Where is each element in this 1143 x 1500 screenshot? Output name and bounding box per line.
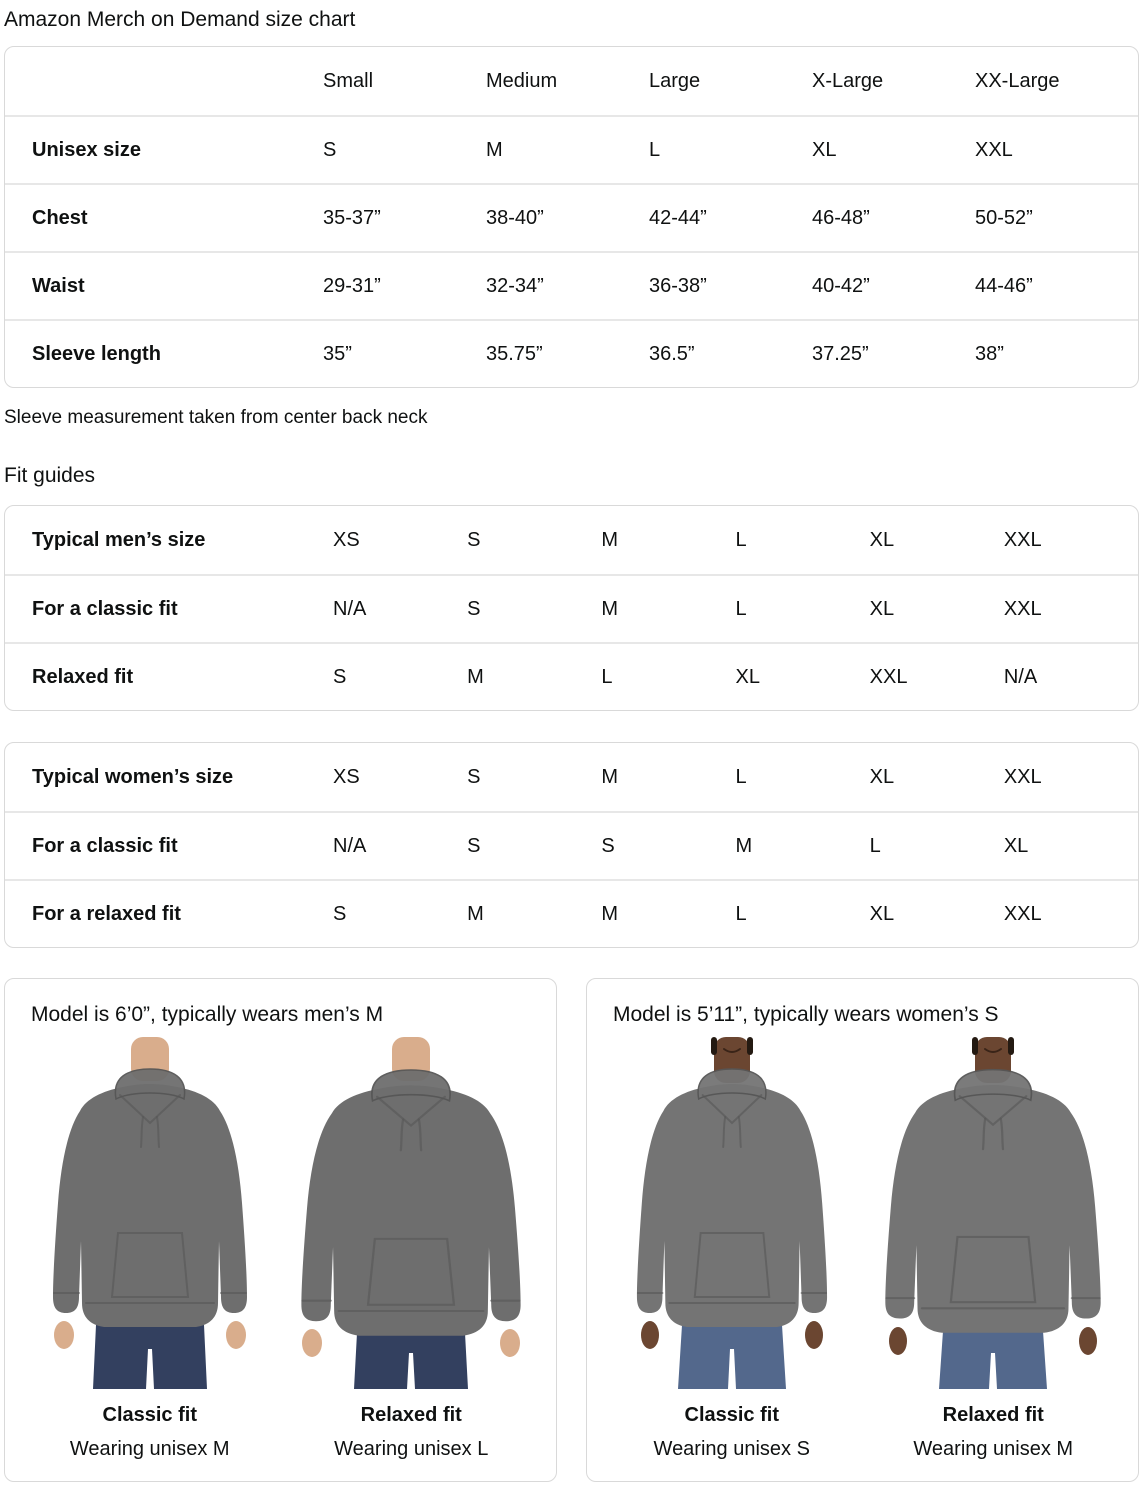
size-cell: N/A [1003, 665, 1038, 688]
size-cell: M [601, 528, 618, 551]
size-cell: M [601, 902, 618, 925]
measurement-cell: 37.25” [812, 342, 869, 365]
hoodie-graphic [302, 1070, 521, 1336]
size-cell: M [467, 902, 484, 925]
wearing-label: Wearing unisex M [913, 1438, 1074, 1460]
size-cell: S [467, 834, 481, 857]
size-cell: XL [869, 902, 895, 925]
sleeve-measurement-note: Sleeve measurement taken from center back neck [4, 407, 428, 428]
measurement-cell: 38-40” [486, 206, 544, 229]
measurement-cell: 35” [323, 342, 352, 365]
measurement-cell: 29-31” [323, 274, 381, 297]
size-cell: XL [869, 597, 895, 620]
wearing-label: Wearing unisex L [334, 1438, 489, 1460]
column-header-small: Small [323, 69, 374, 92]
fit-label: Relaxed fit [942, 1404, 1044, 1426]
measurement-cell: 36.5” [649, 342, 695, 365]
measurement-cell: 38” [975, 342, 1004, 365]
size-cell: N/A [333, 597, 367, 620]
size-cell: XXL [1003, 528, 1042, 551]
table-row-womens-classic-fit [5, 811, 1138, 879]
size-cell: M [601, 765, 618, 788]
measurement-cell: 35.75” [486, 342, 543, 365]
page-title: Amazon Merch on Demand size chart [4, 8, 356, 31]
measurement-cell: 36-38” [649, 274, 707, 297]
row-label: Sleeve length [32, 342, 161, 365]
table-row-typical-womens-size [5, 743, 1138, 811]
table-row-typical-mens-size [5, 506, 1138, 574]
size-cell: L [735, 597, 747, 620]
size-cell: XL [812, 138, 837, 161]
fit-guides-heading: Fit guides [4, 464, 96, 487]
row-label: Waist [32, 274, 85, 297]
table-row-womens-relaxed-fit [5, 879, 1138, 947]
measurement-cell: 32-34” [486, 274, 544, 297]
measurement-cell: 50-52” [975, 206, 1033, 229]
womens-model-card [586, 978, 1139, 1482]
column-header-large: Large [649, 69, 701, 92]
size-cell: XL [1003, 834, 1029, 857]
mens-figures [19, 1037, 542, 1461]
mens-classic-figure [19, 1037, 281, 1461]
size-cell: XXL [1003, 765, 1042, 788]
table-row-mens-relaxed-fit [5, 642, 1138, 710]
measurement-cell: 42-44” [649, 206, 707, 229]
size-cell: XXL [869, 665, 908, 688]
size-cell: S [323, 138, 337, 161]
column-header-xx-large: XX-Large [975, 69, 1060, 92]
measurement-cell: 46-48” [812, 206, 870, 229]
size-cell: S [333, 665, 347, 688]
size-cell: M [486, 138, 503, 161]
row-label: For a relaxed fit [32, 902, 181, 925]
model-cards [4, 978, 1139, 1482]
model-photo-men-classic-fit [26, 1037, 274, 1389]
table-row-chest [5, 183, 1138, 251]
womens-fit-table [4, 742, 1139, 948]
table-row-mens-classic-fit [5, 574, 1138, 642]
wearing-label: Wearing unisex S [653, 1438, 810, 1460]
size-cell: M [467, 665, 484, 688]
row-label: Typical women’s size [32, 765, 234, 788]
size-cell: XXL [1003, 597, 1042, 620]
womens-model-heading: Model is 5’11”, typically wears women’s S [613, 1003, 999, 1026]
size-cell: L [735, 902, 747, 925]
table-row-sleeve-length [5, 319, 1138, 387]
table-row-unisex-size [5, 115, 1138, 183]
size-cell: L [601, 665, 613, 688]
measurement-cell: 35-37” [323, 206, 381, 229]
size-cell: XXL [975, 138, 1013, 161]
mens-model-heading: Model is 6’0”, typically wears men’s M [31, 1003, 384, 1026]
wearing-label: Wearing unisex M [69, 1438, 230, 1460]
row-label: Relaxed fit [32, 665, 134, 688]
column-header-medium: Medium [486, 69, 558, 92]
fit-label: Classic fit [102, 1404, 197, 1426]
size-cell: XS [333, 765, 360, 788]
size-cell: S [467, 528, 481, 551]
model-photo-women-classic-fit [608, 1037, 856, 1389]
hoodie-graphic [53, 1069, 247, 1327]
measurement-cell: 40-42” [812, 274, 870, 297]
hoodie-graphic [886, 1070, 1101, 1333]
size-cell: L [735, 765, 747, 788]
size-table [4, 46, 1139, 388]
womens-classic-figure [601, 1037, 863, 1461]
model-photo-women-relaxed-fit [869, 1037, 1117, 1389]
model-photo-men-relaxed-fit [287, 1037, 535, 1389]
mens-model-card [4, 978, 557, 1482]
size-cell: L [649, 138, 661, 161]
table-row-waist [5, 251, 1138, 319]
mens-fit-table [4, 505, 1139, 711]
column-header-x-large: X-Large [812, 69, 884, 92]
size-cell: S [467, 765, 481, 788]
row-label: Unisex size [32, 138, 141, 161]
size-cell: N/A [333, 834, 367, 857]
size-cell: S [333, 902, 347, 925]
measurement-cell: 44-46” [975, 274, 1033, 297]
size-cell: XL [869, 528, 895, 551]
size-cell: XXL [1003, 902, 1042, 925]
row-label: Chest [32, 206, 88, 229]
row-label: Typical men’s size [32, 528, 206, 551]
size-cell: M [601, 597, 618, 620]
size-table-header-row [5, 47, 1138, 115]
womens-relaxed-figure [863, 1037, 1125, 1461]
row-label: For a classic fit [32, 834, 178, 857]
size-cell: XS [333, 528, 360, 551]
hoodie-graphic [637, 1069, 827, 1327]
size-cell: L [735, 528, 747, 551]
mens-relaxed-figure [281, 1037, 543, 1461]
fit-label: Relaxed fit [360, 1404, 462, 1426]
size-cell: XL [869, 765, 895, 788]
row-label: For a classic fit [32, 597, 178, 620]
size-cell: S [467, 597, 481, 620]
size-cell: M [735, 834, 753, 857]
fit-label: Classic fit [684, 1404, 779, 1426]
size-cell: L [869, 834, 881, 857]
size-cell: S [601, 834, 615, 857]
size-cell: XL [735, 665, 760, 688]
womens-figures [601, 1037, 1124, 1461]
